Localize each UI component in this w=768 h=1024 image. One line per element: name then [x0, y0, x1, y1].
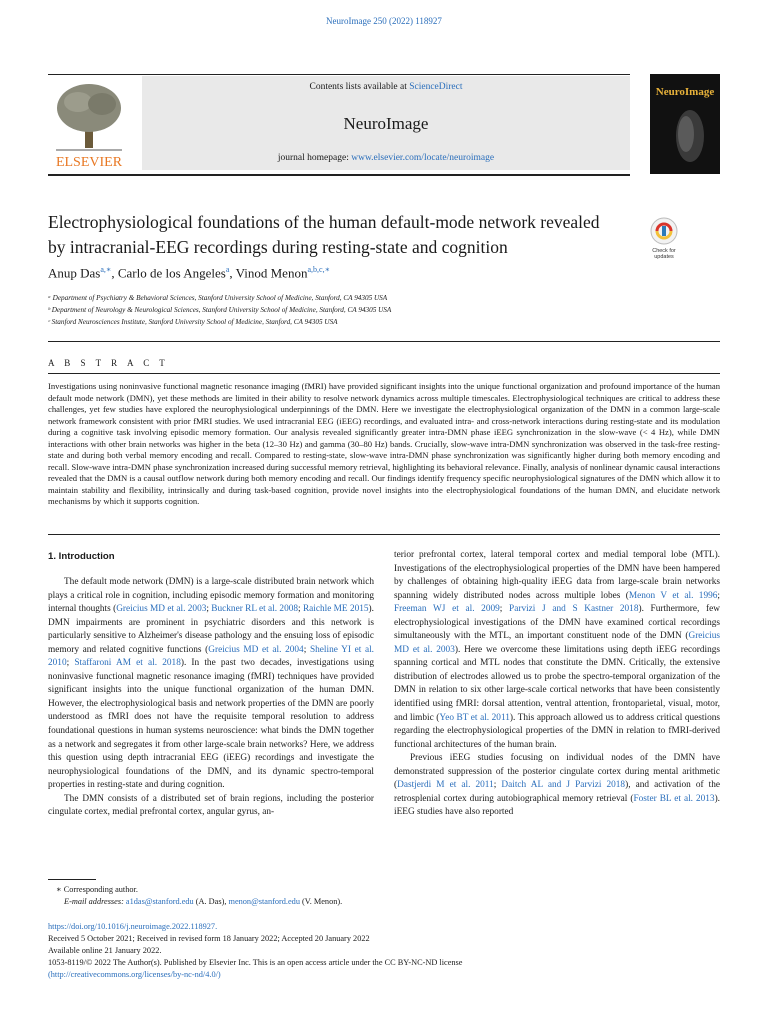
citation-link[interactable]: Raichle ME 2015 — [302, 604, 369, 615]
journal-cover-image — [650, 74, 720, 174]
email-link-menon[interactable]: menon@stanford.edu — [228, 897, 300, 906]
contents-prefix: Contents lists available at — [309, 82, 410, 92]
citation-link[interactable]: Buckner RL et al. 2008 — [211, 604, 299, 615]
author-list — [48, 265, 330, 281]
header-top-rule — [48, 74, 630, 75]
author-separator: , — [229, 265, 236, 281]
author-sup[interactable]: a — [225, 265, 230, 274]
author-sup[interactable]: a,∗ — [100, 265, 112, 274]
footnote-rule — [48, 879, 96, 880]
citation-link[interactable]: Dastjerdi M et al. 2011 — [397, 780, 494, 791]
journal-reference[interactable]: NeuroImage 250 (2022) 118927 — [326, 16, 442, 26]
citation-link[interactable]: Daitch AL and J Parvizi 2018 — [501, 780, 626, 791]
abstract-text: Investigations using noninvasive functional magnetic resonance imaging (fMRI) have provided significant insights into the unique functional organization and profound importance of the human default mode network (DMN), yet these methods are limited in their ability to resolve network dynamics across multiple timescales. Electrophysiological techniques are critical to address these challenges, yet few studies have explored the neurophysiological underpinnings of the DMN. Here we investigate the electrophysiological organization of the DMN in a common large-scale network framework consistent with prior fMRI studies. We used intracranial EEG (iEEG) recordings, and evaluated intra- and cross-network interactions during resting-state and its modulation during a cognitive task involving episodic memory formation. Our analysis revealed significantly greater intra-DMN phase iEEG synchronization in the slow-wave (< 4 Hz), while DMN interactions with other brain networks was higher in the beta (12–30 Hz) and gamma (30–80 Hz) bands. Crucially, slow-wave intra-DMN synchronization was observed in the task-free resting-state and during both verbal memory encoding and recall. Compared to resting-state, slow-wave intra-DMN phase synchronization was significantly higher during both memory encoding and recall. Slow-wave intra-DMN phase synchronization increased during successful memory retrieval, highlighting its behavioral relevance. Finally, analysis of nonlinear dynamic causal interactions revealed that the DMN is a causal outflow network during both memory encoding and recall. Our findings identify frequency specific neurophysiological signatures of the DMN which allow it to maintain stability and flexibility, intrinsically and during task-based cognition, provide novel insights into the electrophysiological foundations of the human DMN, and elucidate network mechanisms by which it supports cognition. — [48, 381, 720, 506]
intro-paragraph-1: The default mode network (DMN) is a large-scale distributed brain network which plays a critical role in cognition, including episodic memory formation and monitoring internal thoughts (Greicius MD et al. 2003; Buckner RL et al. 2008; Raichle ME 2015). DMN impairments are prominent in psychiatric disorders and this network is particularly sensitive to Alzheimer's disease pathology and the ensuing loss of episodic memory and related cognitive functions (Greicius MD et al. 2004; Sheline YI et al. 2010; Staffaroni AM et al. 2018). In the past two decades, investigations using noninvasive functional magnetic resonance imaging (fMRI) techniques have provided significant insights into the unique functional organization of the human DMN. However, the electrophysiological basis and network properties of the DMN are poorly understood as fMRI does not have the requisite temporal resolution to address foundational questions in human systems neuroscience: what binds the DMN together as a network and segregates it from other large-scale brain networks? Here, we address this question using depth intracranial EEG (iEEG) recordings and investigate the neurophysiological foundations of the DMN, and its dynamic spectro-temporal properties in resting-state and during cognition. — [48, 577, 375, 791]
citation-link[interactable]: Freeman WJ et al. 2009 — [394, 604, 500, 615]
email-owner: (V. Menon). — [299, 897, 343, 906]
left-column — [48, 576, 374, 820]
doi-link[interactable]: https://doi.org/10.1016/j.neuroimage.2022.118927. — [48, 922, 218, 931]
citation-link[interactable]: Greicius MD et al. 2003 — [116, 604, 207, 615]
available-online: Available online 21 January 2022. — [48, 946, 162, 955]
svg-text:Check for: Check for — [652, 248, 676, 254]
author-name: Vinod Menon — [235, 265, 308, 281]
abstract-top-rule — [48, 341, 720, 342]
abstract-heading-rule — [48, 373, 720, 374]
author-sup[interactable]: a,b,c,∗ — [307, 265, 331, 274]
citation-link[interactable]: Greicius MD et al. 2003 — [394, 631, 720, 655]
cover-art — [650, 74, 720, 174]
citation-link[interactable]: Foster BL et al. 2013 — [633, 793, 715, 804]
affiliation-c: ᶜ Stanford Neurosciences Institute, Stanford University School of Medicine, Stanford, CA 94305 USA — [48, 318, 338, 326]
cover-title: NeuroImage — [655, 86, 715, 98]
citation-link[interactable]: Staffaroni AM et al. 2018 — [74, 658, 181, 669]
article-title: Electrophysiological foundations of the human default-mode network revealed by intracranial-EEG recordings during resting-state and cognition — [48, 212, 600, 257]
citation-link[interactable]: Sheline YI et al. 2010 — [48, 644, 375, 669]
journal-homepage — [142, 153, 630, 163]
email-addresses — [64, 897, 342, 906]
affiliation-b: ᵇ Department of Neurology & Neurological Sciences, Stanford University School of Medicine, Stanford, CA 94305 USA — [48, 306, 392, 314]
corresponding-author-note: ∗ Corresponding author. — [56, 885, 138, 894]
journal-name: NeuroImage — [343, 114, 429, 133]
citation-link[interactable]: Greicius MD et al. 2004 — [208, 644, 304, 655]
author-separator: , — [111, 265, 118, 281]
affiliation-a: ᵃ Department of Psychiatry & Behavioral Sciences, Stanford University School of Medicine, Stanford, CA 94305 USA — [48, 294, 388, 302]
contents-line — [142, 82, 630, 92]
intro-paragraph-4: Previous iEEG studies focusing on individual nodes of the DMN have demonstrated suppression of the posterior cingulate cortex during mental arithmetic (Dastjerdi M et al. 2011; Daitch AL and J Parvizi 2018), and activation of the retrosplenial cortex during autobiographical memory retrieval (Foster BL et al. 2013). iEEG studies have also reported — [394, 753, 720, 818]
author-name: Anup Das — [48, 265, 101, 281]
email-owner: (A. Das), — [193, 897, 229, 906]
author-name: Carlo de los Angeles — [117, 265, 226, 281]
section-heading-introduction: 1. Introduction — [48, 551, 115, 562]
abstract-bottom-rule — [48, 534, 720, 535]
homepage-prefix: journal homepage: — [277, 153, 352, 163]
homepage-link[interactable]: www.elsevier.com/locate/neuroimage — [351, 153, 495, 163]
abstract-heading: A B S T R A C T — [48, 358, 169, 368]
received-dates: Received 5 October 2021; Received in revised form 18 January 2022; Accepted 20 January 2022 — [48, 934, 370, 943]
intro-paragraph-3: terior prefrontal cortex, lateral temporal cortex and medial temporal lobe (MTL). Investigations of the electrophysiological properties of the DMN have been hampered by challenges of obtaining high-quality iEEG data from large-scale brain networks spanning widely distributed nodes across multiple lobes (Menon V et al. 1996; Freeman WJ et al. 2009; Parvizi J and S Kastner 2018). Furthermore, few electrophysiological investigations of the DMN have examined cortical recordings simultaneously with the MTL, an important constituent node of the DMN (Greicius MD et al. 2003). Here we overcome these limitations using depth iEEG recordings spanning cortical and MTL nodes that constitute the DMN. Critically, the extensive distribution of electrodes allowed us to probe the spectro-temporal organization of the DMN in relation to six other large-scale cortical networks that have been consistently identified using fMRI: dorsal attention, ventral attention, frontoparietal, visual, motor, and limbic (Yeo BT et al. 2011). This approach allowed us to address critical questions regarding the electrophysiological properties of the DMN in relation to fMRI-derived functional architectures of the human brain. — [394, 550, 720, 750]
citation-link[interactable]: Menon V et al. 1996 — [628, 590, 718, 601]
license-text: 1053-8119/© 2022 The Author(s). Published by Elsevier Inc. This is an open access article under the CC BY-NC-ND license — [48, 958, 463, 967]
citation-link[interactable]: Yeo BT et al. 2011 — [439, 712, 510, 723]
elsevier-wordmark: ELSEVIER — [55, 155, 123, 170]
elsevier-logo — [48, 80, 130, 170]
svg-text:updates: updates — [654, 254, 674, 260]
sciencedirect-link[interactable]: ScienceDirect — [409, 82, 463, 92]
citation-link[interactable]: Parvizi J and S Kastner 2018 — [509, 604, 639, 615]
check-for-updates-badge[interactable] — [646, 216, 682, 260]
license-link[interactable]: (http://creativecommons.org/licenses/by-nc-nd/4.0/) — [48, 970, 221, 979]
email-label: E-mail addresses: — [64, 897, 126, 906]
right-column — [394, 549, 720, 820]
email-link-das[interactable]: a1das@stanford.edu — [125, 897, 194, 906]
header-bottom-rule — [48, 174, 630, 176]
intro-paragraph-2: The DMN consists of a distributed set of brain regions, including the posterior cingulate cortex, medial prefrontal cortex, angular gyrus, an- — [48, 793, 374, 818]
